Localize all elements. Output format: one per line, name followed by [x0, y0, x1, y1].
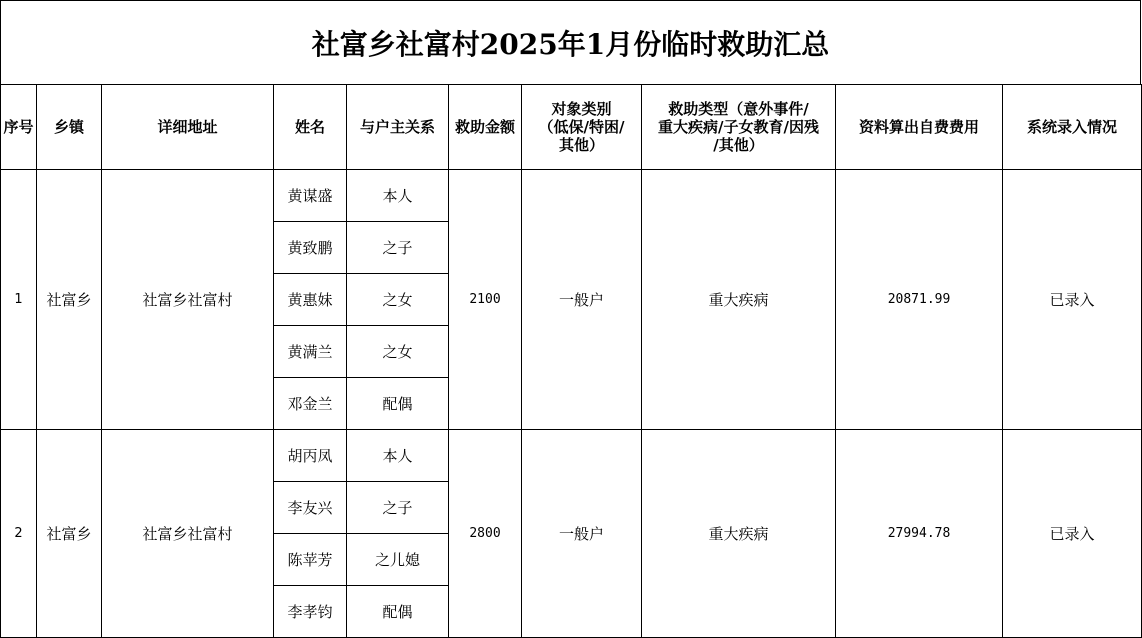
relation-cell: 本人 — [347, 430, 449, 482]
name-cell: 黄谋盛 — [274, 170, 347, 222]
self-cost-cell: 20871.99 — [836, 170, 1003, 430]
relation-cell: 之女 — [347, 326, 449, 378]
entry-cell: 已录入 — [1003, 430, 1142, 638]
amount-cell: 2100 — [449, 170, 522, 430]
township-cell: 社富乡 — [37, 170, 102, 430]
name-cell: 黄满兰 — [274, 326, 347, 378]
relation-cell: 之女 — [347, 274, 449, 326]
header-aid-line3: /其他） — [713, 136, 764, 154]
header-relation: 与户主关系 — [347, 85, 449, 170]
relation-cell: 之子 — [347, 222, 449, 274]
address-cell: 社富乡社富村 — [102, 170, 274, 430]
header-object-line2: （低保/特困/ — [538, 118, 625, 136]
seq-cell: 2 — [1, 430, 37, 638]
aid-type-cell: 重大疾病 — [642, 430, 836, 638]
township-cell: 社富乡 — [37, 430, 102, 638]
relation-cell: 本人 — [347, 170, 449, 222]
header-object-type — [522, 85, 642, 170]
name-cell: 李孝钧 — [274, 586, 347, 638]
address-cell: 社富乡社富村 — [102, 430, 274, 638]
name-cell: 胡丙凤 — [274, 430, 347, 482]
page-title: 社富乡社富村2025年1月份临时救助汇总 — [0, 0, 1141, 84]
header-aid-line1: 救助类型（意外事件/ — [668, 100, 809, 118]
header-aid-line2: 重大疾病/子女教育/因残 — [658, 118, 819, 136]
name-cell: 黄致鹏 — [274, 222, 347, 274]
relation-cell: 配偶 — [347, 586, 449, 638]
name-cell: 邓金兰 — [274, 378, 347, 430]
name-cell: 李友兴 — [274, 482, 347, 534]
relation-cell: 配偶 — [347, 378, 449, 430]
self-cost-cell: 27994.78 — [836, 430, 1003, 638]
object-type-cell: 一般户 — [522, 170, 642, 430]
object-type-cell: 一般户 — [522, 430, 642, 638]
table-row — [1, 170, 1142, 222]
entry-cell: 已录入 — [1003, 170, 1142, 430]
header-seq: 序号 — [1, 85, 37, 170]
header-name: 姓名 — [274, 85, 347, 170]
header-aid-type — [642, 85, 836, 170]
header-entry: 系统录入情况 — [1003, 85, 1142, 170]
header-township: 乡镇 — [37, 85, 102, 170]
aid-type-cell: 重大疾病 — [642, 170, 836, 430]
relation-cell: 之儿媳 — [347, 534, 449, 586]
header-self-cost: 资料算出自费费用 — [836, 85, 1003, 170]
name-cell: 陈苹芳 — [274, 534, 347, 586]
header-amount: 救助金额 — [449, 85, 522, 170]
relation-cell: 之子 — [347, 482, 449, 534]
amount-cell: 2800 — [449, 430, 522, 638]
seq-cell: 1 — [1, 170, 37, 430]
name-cell: 黄惠妹 — [274, 274, 347, 326]
header-row — [1, 85, 1142, 170]
header-object-line3: 其他） — [558, 136, 604, 154]
header-address: 详细地址 — [102, 85, 274, 170]
table-row — [1, 430, 1142, 482]
relief-table — [0, 84, 1142, 638]
header-object-line1: 对象类别 — [551, 100, 612, 118]
